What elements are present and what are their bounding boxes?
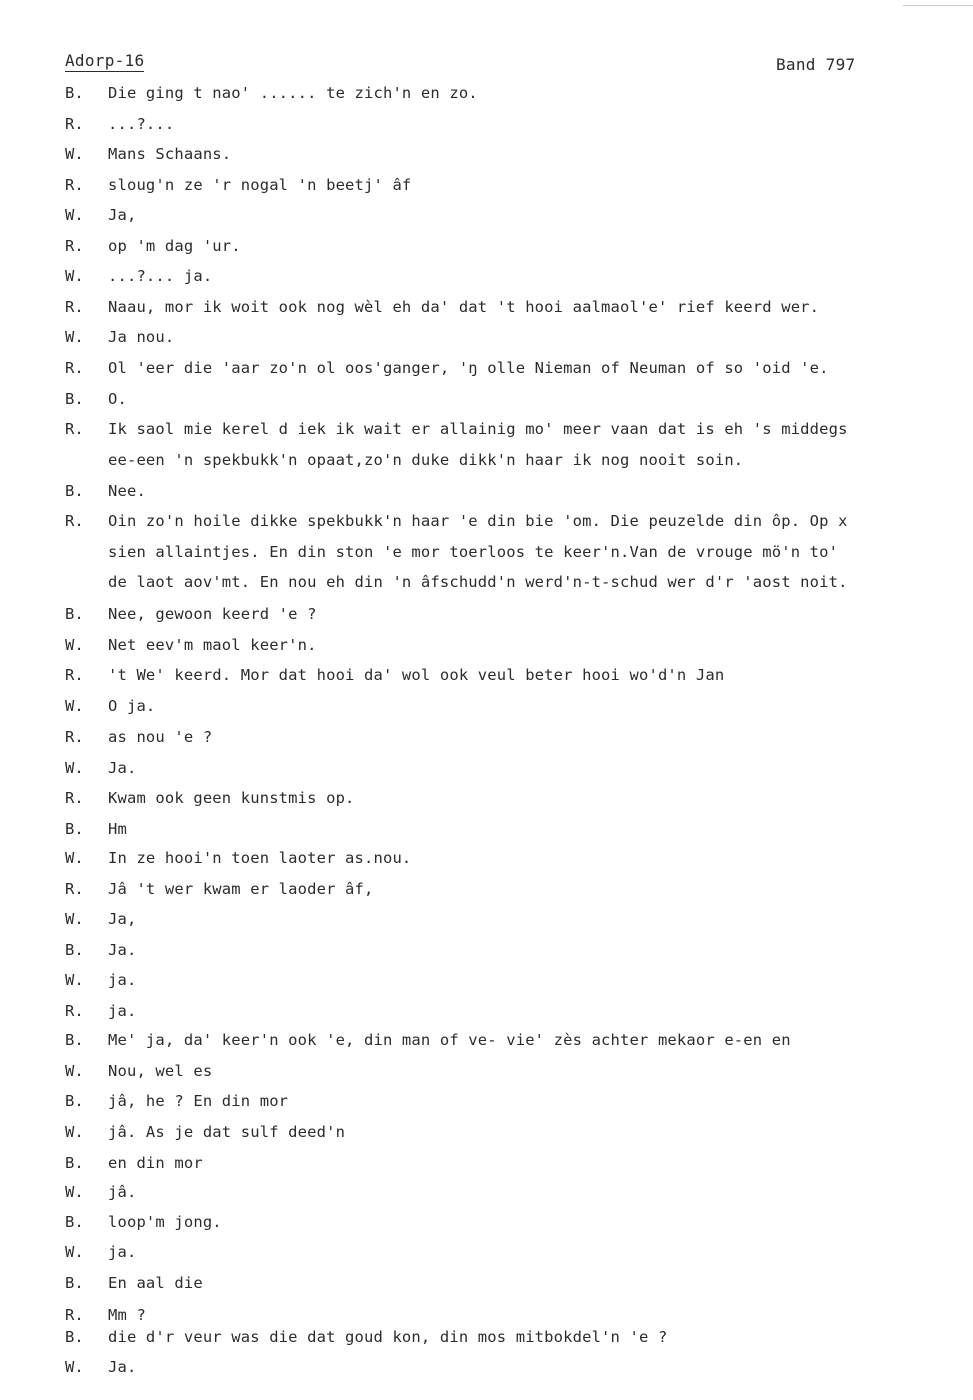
speaker-label: W. bbox=[65, 1358, 84, 1376]
speaker-label: W. bbox=[65, 1243, 84, 1261]
transcript-line bbox=[65, 1152, 945, 1174]
utterance-text: jâ. As je dat sulf deed'n bbox=[108, 1123, 346, 1141]
speaker-label: B. bbox=[65, 1213, 84, 1231]
transcript-line bbox=[65, 1211, 945, 1233]
utterance-text: Ja, bbox=[108, 206, 137, 224]
speaker-label: B. bbox=[65, 1092, 84, 1110]
transcript-line bbox=[65, 1326, 945, 1348]
transcript-line bbox=[65, 388, 945, 410]
utterance-text: ee-een 'n spekbukk'n opaat,zo'n duke dikk'n haar ik nog nooit soin. bbox=[108, 451, 744, 469]
utterance-text: Ja, bbox=[108, 910, 137, 928]
utterance-text: Jâ 't wer kwam er laoder âf, bbox=[108, 880, 374, 898]
transcript-line bbox=[65, 357, 945, 379]
utterance-text: Me' ja, da' keer'n ook 'e, din man of ve- vie' zès achter mekaor e-en en bbox=[108, 1031, 791, 1049]
utterance-text: O. bbox=[108, 390, 127, 408]
speaker-label: R. bbox=[65, 420, 84, 438]
transcript-line bbox=[65, 510, 945, 532]
utterance-text: Naau, mor ik woit ook nog wèl eh da' dat 't hooi aalmaol'e' rief keerd wer. bbox=[108, 298, 820, 316]
utterance-text: Nee, gewoon keerd 'e ? bbox=[108, 605, 317, 623]
transcript-line bbox=[65, 1060, 945, 1082]
speaker-label: R. bbox=[65, 115, 84, 133]
transcript-line bbox=[65, 939, 945, 961]
utterance-text: En aal die bbox=[108, 1274, 203, 1292]
speaker-label: W. bbox=[65, 206, 84, 224]
transcript-line bbox=[65, 908, 945, 930]
transcript-line bbox=[65, 878, 945, 900]
utterance-text: en din mor bbox=[108, 1154, 203, 1172]
transcript-line bbox=[65, 571, 945, 593]
document-id: Adorp-16 bbox=[65, 51, 145, 70]
transcript-line bbox=[65, 204, 945, 226]
speaker-label: B. bbox=[65, 1274, 84, 1292]
transcript-line bbox=[65, 235, 945, 257]
speaker-label: B. bbox=[65, 482, 84, 500]
transcript-line bbox=[65, 847, 945, 869]
speaker-label: R. bbox=[65, 880, 84, 898]
utterance-text: Die ging t nao' ...... te zich'n en zo. bbox=[108, 84, 478, 102]
transcript-line bbox=[65, 82, 945, 104]
utterance-text: ...?... ja. bbox=[108, 267, 213, 285]
utterance-text: Ja. bbox=[108, 759, 137, 777]
transcript-line bbox=[65, 174, 945, 196]
transcript-line bbox=[65, 757, 945, 779]
speaker-label: W. bbox=[65, 697, 84, 715]
utterance-text: jâ, he ? En din mor bbox=[108, 1092, 289, 1110]
utterance-text: sien allaintjes. En din ston 'e mor toerloos te keer'n.Van de vrouge mö'n to' bbox=[108, 543, 839, 561]
transcript-line bbox=[65, 541, 945, 563]
speaker-label: W. bbox=[65, 759, 84, 777]
speaker-label: W. bbox=[65, 849, 84, 867]
speaker-label: R. bbox=[65, 176, 84, 194]
utterance-text: 't We' keerd. Mor dat hooi da' wol ook veul beter hooi wo'd'n Jan bbox=[108, 666, 725, 684]
transcript-line bbox=[65, 818, 945, 840]
transcript-line bbox=[65, 1121, 945, 1143]
utterance-text: Net eev'm maol keer'n. bbox=[108, 636, 317, 654]
utterance-text: loop'm jong. bbox=[108, 1213, 222, 1231]
transcript-line bbox=[65, 1000, 945, 1022]
speaker-label: R. bbox=[65, 1306, 84, 1324]
speaker-label: R. bbox=[65, 512, 84, 530]
utterance-text: O ja. bbox=[108, 697, 156, 715]
speaker-label: R. bbox=[65, 728, 84, 746]
speaker-label: B. bbox=[65, 390, 84, 408]
utterance-text: In ze hooi'n toen laoter as.nou. bbox=[108, 849, 412, 867]
utterance-text: sloug'n ze 'r nogal 'n beetj' âf bbox=[108, 176, 412, 194]
speaker-label: W. bbox=[65, 971, 84, 989]
transcript-line bbox=[65, 449, 945, 471]
speaker-label: B. bbox=[65, 1031, 84, 1049]
transcript-line bbox=[65, 1181, 945, 1203]
speaker-label: W. bbox=[65, 145, 84, 163]
speaker-label: W. bbox=[65, 1183, 84, 1201]
transcript-line bbox=[65, 969, 945, 991]
transcript-line bbox=[65, 418, 945, 440]
utterance-text: Nou, wel es bbox=[108, 1062, 213, 1080]
utterance-text: Ja. bbox=[108, 941, 137, 959]
transcript-line bbox=[65, 1356, 945, 1378]
utterance-text: as nou 'e ? bbox=[108, 728, 213, 746]
utterance-text: Hm bbox=[108, 820, 127, 838]
speaker-label: W. bbox=[65, 1062, 84, 1080]
utterance-text: ja. bbox=[108, 1002, 137, 1020]
speaker-label: R. bbox=[65, 789, 84, 807]
transcript-line bbox=[65, 326, 945, 348]
transcript-line bbox=[65, 113, 945, 135]
utterance-text: ja. bbox=[108, 1243, 137, 1261]
utterance-text: de laot aov'mt. En nou eh din 'n âfschudd'n werd'n-t-schud wer d'r 'aost noit. bbox=[108, 573, 848, 591]
speaker-label: W. bbox=[65, 910, 84, 928]
speaker-label: B. bbox=[65, 1154, 84, 1172]
speaker-label: R. bbox=[65, 1002, 84, 1020]
speaker-label: B. bbox=[65, 605, 84, 623]
utterance-text: Ol 'eer die 'aar zo'n ol oos'ganger, 'ŋ olle Nieman of Neuman of so 'oid 'e. bbox=[108, 359, 829, 377]
transcript-line bbox=[65, 664, 945, 686]
speaker-label: W. bbox=[65, 328, 84, 346]
speaker-label: B. bbox=[65, 1328, 84, 1346]
utterance-text: die d'r veur was die dat goud kon, din mos mitbokdel'n 'e ? bbox=[108, 1328, 668, 1346]
utterance-text: Mans Schaans. bbox=[108, 145, 232, 163]
speaker-label: B. bbox=[65, 84, 84, 102]
transcript-line bbox=[65, 787, 945, 809]
utterance-text: Ja nou. bbox=[108, 328, 175, 346]
utterance-text: Oin zo'n hoile dikke spekbukk'n haar 'e din bie 'om. Die peuzelde din ôp. Op x bbox=[108, 512, 848, 530]
utterance-text: op 'm dag 'ur. bbox=[108, 237, 241, 255]
speaker-label: R. bbox=[65, 298, 84, 316]
transcript-line bbox=[65, 695, 945, 717]
transcript-line bbox=[65, 1029, 945, 1051]
transcript-line bbox=[65, 603, 945, 625]
margin-rule bbox=[903, 5, 973, 6]
transcript-line bbox=[65, 296, 945, 318]
utterance-text: Mm ? bbox=[108, 1306, 146, 1324]
transcript-line bbox=[65, 1090, 945, 1112]
transcript-line bbox=[65, 1304, 945, 1326]
utterance-text: Nee. bbox=[108, 482, 146, 500]
transcript-line bbox=[65, 1241, 945, 1263]
tape-number: Band 797 bbox=[776, 55, 856, 74]
utterance-text: ...?... bbox=[108, 115, 175, 133]
utterance-text: Ja. bbox=[108, 1358, 137, 1376]
speaker-label: B. bbox=[65, 820, 84, 838]
speaker-label: W. bbox=[65, 636, 84, 654]
transcript-line bbox=[65, 480, 945, 502]
utterance-text: Kwam ook geen kunstmis op. bbox=[108, 789, 355, 807]
speaker-label: R. bbox=[65, 359, 84, 377]
speaker-label: B. bbox=[65, 941, 84, 959]
utterance-text: Ik saol mie kerel d iek ik wait er allainig mo' meer vaan dat is eh 's middegs bbox=[108, 420, 848, 438]
speaker-label: R. bbox=[65, 237, 84, 255]
utterance-text: jâ. bbox=[108, 1183, 137, 1201]
transcript-line bbox=[65, 1272, 945, 1294]
transcript-line bbox=[65, 634, 945, 656]
speaker-label: W. bbox=[65, 1123, 84, 1141]
speaker-label: R. bbox=[65, 666, 84, 684]
transcript-line bbox=[65, 265, 945, 287]
transcript-line bbox=[65, 726, 945, 748]
utterance-text: ja. bbox=[108, 971, 137, 989]
speaker-label: W. bbox=[65, 267, 84, 285]
transcript-line bbox=[65, 143, 945, 165]
